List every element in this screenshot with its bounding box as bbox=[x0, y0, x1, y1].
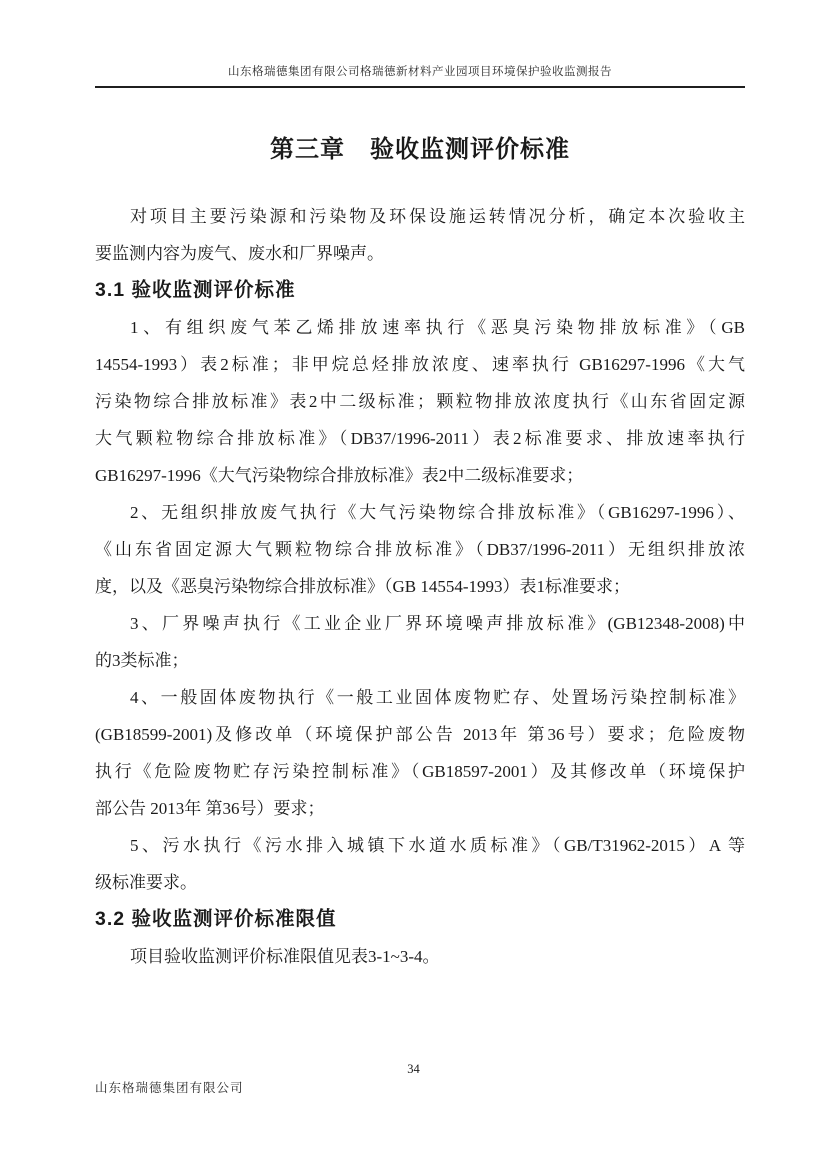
text-line: 级标准要求。 bbox=[95, 873, 197, 892]
closing-paragraph bbox=[95, 938, 745, 975]
text-line: 14554-1993）表2标准；非甲烷总烃排放浓度、速率执行 GB16297-1996《大气 bbox=[95, 355, 745, 374]
chapter-title: 第三章 验收监测评价标准 bbox=[270, 136, 570, 163]
text-line: 3.1 验收监测评价标准 bbox=[95, 279, 296, 301]
footer-company-name: 山东格瑞德集团有限公司 bbox=[95, 1081, 244, 1095]
section-heading-3-2 bbox=[95, 901, 745, 938]
text-line: GB16297-1996《大气污染物综合排放标准》表2中二级标准要求； bbox=[95, 466, 584, 485]
page-number: 34 bbox=[407, 1062, 420, 1076]
running-header: 山东格瑞德集团有限公司格瑞德新材料产业园项目环境保护验收监测报告 bbox=[228, 66, 612, 78]
page-content bbox=[95, 0, 745, 975]
text-line: 部公告 2013年 第36号）要求； bbox=[95, 799, 325, 818]
text-line: 3.2 验收监测评价标准限值 bbox=[95, 908, 337, 930]
item-2-fugitive-emissions bbox=[95, 494, 745, 605]
item-1-organized-waste-gas bbox=[95, 309, 745, 494]
text-line: 要监测内容为废气、废水和厂界噪声。 bbox=[95, 244, 384, 263]
intro-paragraph bbox=[95, 198, 745, 272]
text-line: 2、无组织排放废气执行《大气污染物综合排放标准》（GB16297-1996）、 bbox=[130, 503, 745, 522]
text-line: 度，以及《恶臭污染物综合排放标准》（GB 14554-1993）表1标准要求； bbox=[95, 577, 631, 596]
section-heading-3-1 bbox=[95, 272, 745, 309]
item-5-wastewater bbox=[95, 827, 745, 901]
text-line: 污染物综合排放标准》表2中二级标准；颗粒物排放浓度执行《山东省固定源 bbox=[95, 392, 745, 411]
text-line: 对项目主要污染源和污染物及环保设施运转情况分析，确定本次验收主 bbox=[130, 207, 745, 226]
text-line: 的3类标准； bbox=[95, 651, 189, 670]
item-3-boundary-noise bbox=[95, 605, 745, 679]
item-4-solid-waste bbox=[95, 679, 745, 827]
text-line: (GB18599-2001)及修改单（环境保护部公告 2013年 第36号）要求；危险废物 bbox=[95, 725, 745, 744]
text-line: 3、厂界噪声执行《工业企业厂界环境噪声排放标准》(GB12348-2008)中 bbox=[130, 614, 745, 633]
document-body bbox=[95, 198, 745, 975]
header-rule bbox=[95, 86, 745, 88]
text-line: 项目验收监测评价标准限值见表3-1~3-4。 bbox=[130, 947, 440, 966]
text-line: 5、污水执行《污水排入城镇下水道水质标准》（GB/T31962-2015）A 等 bbox=[130, 836, 745, 855]
text-line: 4、一般固体废物执行《一般工业固体废物贮存、处置场污染控制标准》 bbox=[130, 688, 745, 707]
text-line: 《山东省固定源大气颗粒物综合排放标准》（DB37/1996-2011）无组织排放浓 bbox=[95, 540, 745, 559]
text-line: 1、有组织废气苯乙烯排放速率执行《恶臭污染物排放标准》（GB bbox=[130, 318, 745, 337]
text-line: 执行《危险废物贮存污染控制标准》（GB18597-2001）及其修改单（环境保护 bbox=[95, 762, 745, 781]
text-line: 大气颗粒物综合排放标准》（DB37/1996-2011）表2标准要求、排放速率执行 bbox=[95, 429, 745, 448]
